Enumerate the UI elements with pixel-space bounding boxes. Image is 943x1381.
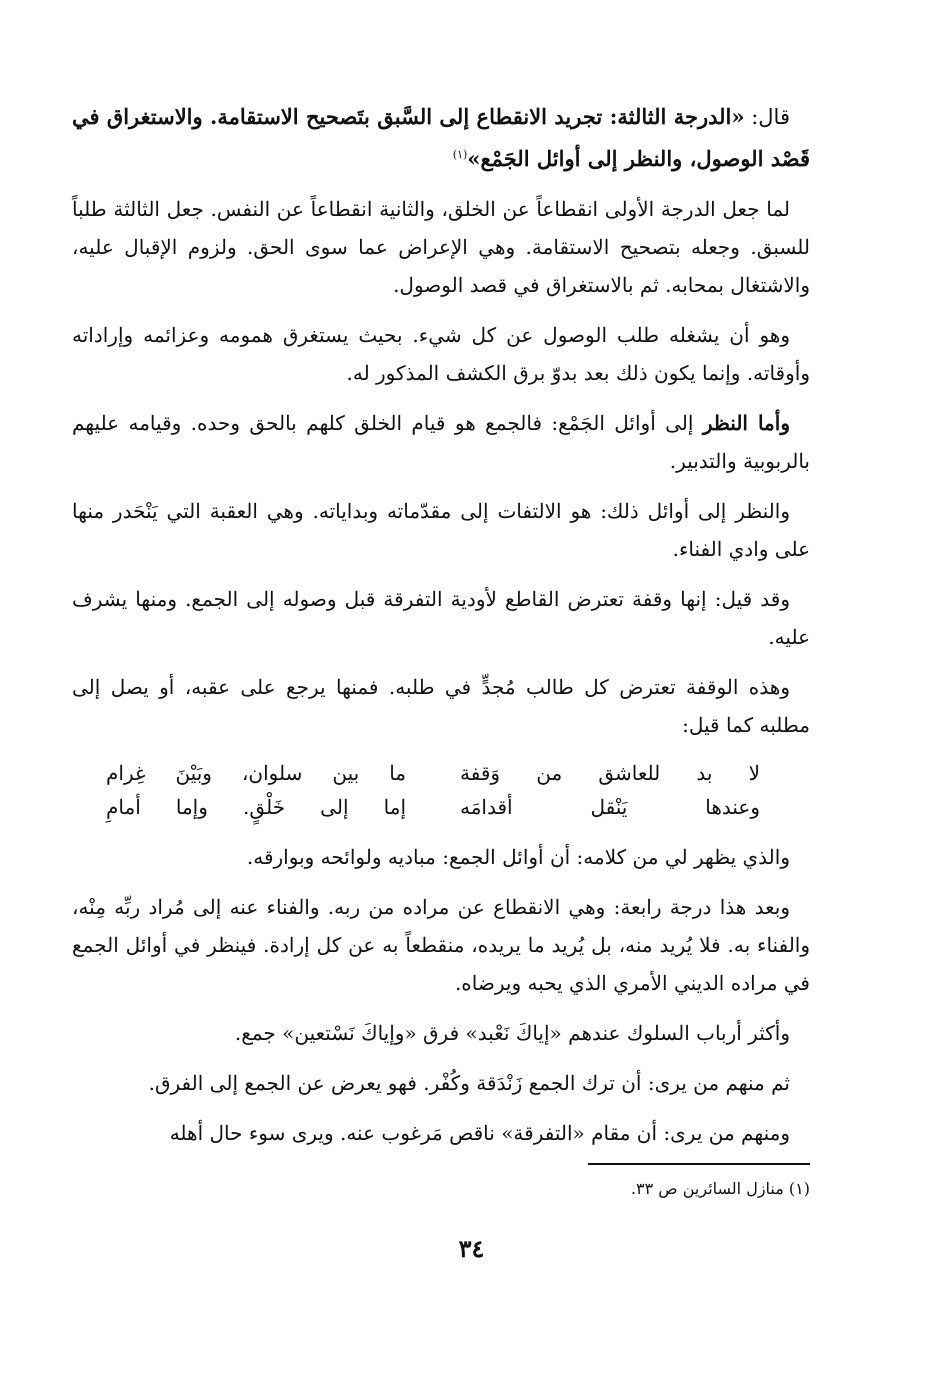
paragraph-text: إلى أوائل الجَمْع: فالجمع هو قيام الخلق كلهم بالحق وحده. وقيامه عليهم بالربوبية والتدبير. <box>72 411 810 473</box>
paragraph <box>72 404 810 480</box>
main-text <box>72 98 810 1164</box>
verse-hemistich-second: إما إلى خَلْقٍ. وإما أمامِ <box>106 795 406 819</box>
verse-line <box>72 756 810 790</box>
paragraph: ومنهم من يرى: أن مقام «التفرقة» ناقص مَرغوب عنه. ويرى سوء حال أهله <box>169 1121 790 1145</box>
paragraph: وبعد هذا درجة رابعة: وهي الانقطاع عن مراده من ربه. والفناء عنه إلى مُراد ربِّه مِنْه، والفناء به. فلا يُريد منه، بل يُريد ما يريده، منقطعاً به عن كل إرادة. فينظر في أوائل الجمع في مراده الديني الأمري الذي يحبه ويرضاه. <box>72 895 811 995</box>
footnote-marker: (١) <box>452 148 468 161</box>
page-number: ٣٤ <box>458 1234 485 1263</box>
quote-lead: قال: <box>744 105 790 129</box>
footnote: (١) منازل السائرين ص ٣٣. <box>630 1179 810 1198</box>
paragraph-heading-quote <box>72 98 810 178</box>
verse-hemistich-first: لا بد للعاشق من وَقفة <box>460 761 760 785</box>
paragraph: والنظر إلى أوائل ذلك: هو الالتفات إلى مقدّماته وبداياته. وهي العقبة التي يَنْحَدر منها على وادي الفناء. <box>72 499 810 561</box>
verse-hemistich-second: ما بين سلوان، وبَيْنَ غِرام <box>106 761 406 785</box>
paragraph: وأكثر أرباب السلوك عندهم «إياكَ نَعْبد» فرق «وإياكَ نَسْتعين» جمع. <box>234 1021 790 1045</box>
paragraph: ثم منهم من يرى: أن ترك الجمع زَنْدَقة وكُفْر. فهو يعرض عن الجمع إلى الفرق. <box>148 1071 790 1095</box>
paragraph: لما جعل الدرجة الأولى انقطاعاً عن الخلق، والثانية انقطاعاً عن النفس. جعل الثالثة طلباً للسبق. وجعله بتصحيح الاستقامة. وهي الإعراض عما سوى الحق. ولزوم الإقبال عليه، والاشتغال بمحابه. ثم بالاستغراق في قصد الوصول. <box>72 197 810 297</box>
paragraph-bold-lead: وأما النظر <box>702 411 790 435</box>
quote-text: «الدرجة الثالثة: تجريد الانقطاع إلى السَّبق بتَصحيح الاستقامة. والاستغراق في قَصْد الوصول، والنظر إلى أوائل الجَمْع» <box>72 104 810 171</box>
paragraph: وهو أن يشغله طلب الوصول عن كل شيء. بحيث يستغرق همومه وعزائمه وإراداته وأوقاته. وإنما يكون ذلك بعد بدوّ برق الكشف المذكور له. <box>72 323 810 385</box>
paragraph: وهذه الوقفة تعترض كل طالب مُجدٍّ في طلبه. فمنها يرجع على عقبه، أو يصل إلى مطلبه كما قيل: <box>72 675 810 737</box>
footnote-divider <box>588 1163 810 1165</box>
poem-verse <box>72 756 810 824</box>
paragraph: وقد قيل: إنها وقفة تعترض القاطع لأودية التفرقة قبل وصوله إلى الجمع. ومنها يشرف عليه. <box>72 587 810 649</box>
verse-line <box>72 790 810 824</box>
paragraph: والذي يظهر لي من كلامه: أن أوائل الجمع: مباديه ولوائحه وبوارقه. <box>246 845 790 869</box>
verse-hemistich-first: وعندها يَنْقل أقدامَه <box>460 795 760 819</box>
